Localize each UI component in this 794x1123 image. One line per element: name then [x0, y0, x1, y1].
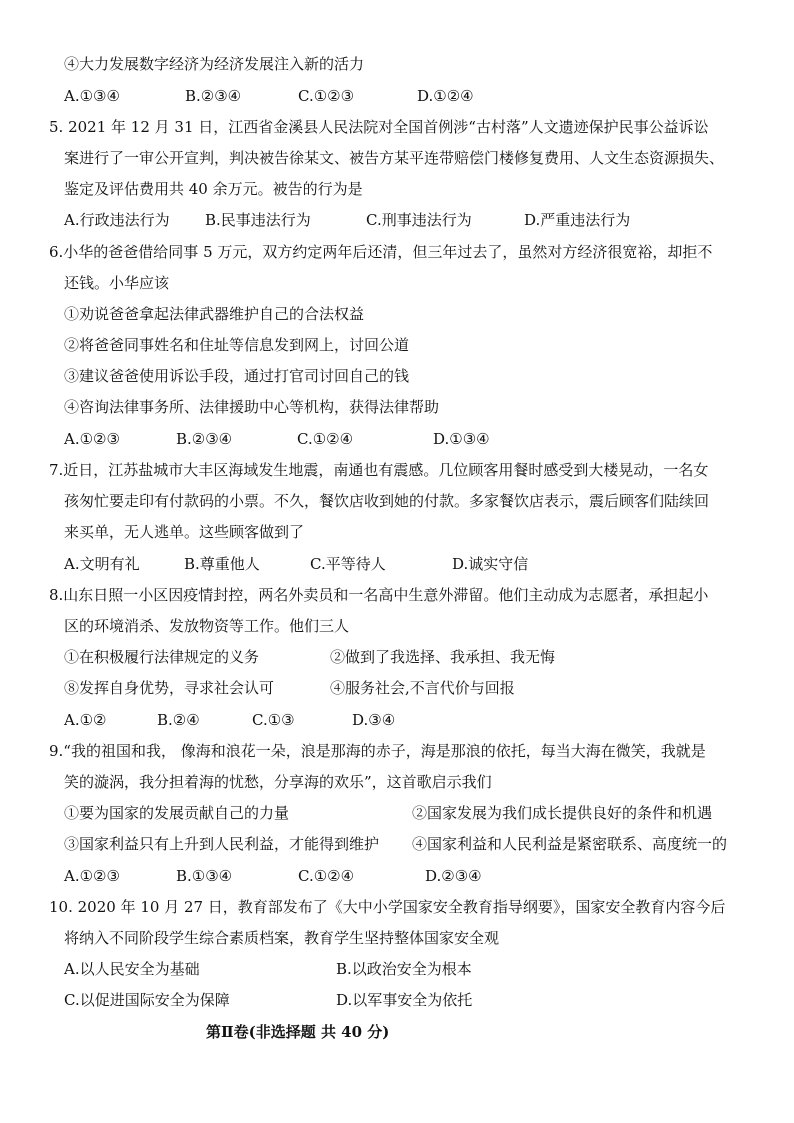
q9-option-b: B.①③④ [176, 867, 233, 885]
q5-stem-line-1: 5. 2021 年 12 月 31 日，江西省金溪县人民法院对全国首例涉“古村落”人文遗迹保护民事公益诉讼 [49, 118, 709, 136]
q7-stem-line-2: 孩匆忙要走印有付款码的小票。不久，餐饮店收到她的付款。多家餐饮店表示，震后顾客们陆续回 [64, 492, 710, 510]
q8-option-b: B.②④ [157, 711, 200, 729]
q6-item-2: ②将爸爸同事姓名和住址等信息发到网上，讨回公道 [64, 336, 410, 354]
q9-item-2: ②国家发展为我们成长提供良好的条件和机遇 [412, 804, 713, 822]
q7-stem-line-1: 7.近日，江苏盐城市大丰区海域发生地震，南通也有震感。几位顾客用餐时感受到大楼晃动，一名女 [49, 461, 709, 479]
q8-option-a: A.①② [64, 711, 107, 729]
q6-item-3: ③建议爸爸使用诉讼手段，通过打官司讨回自己的钱 [64, 367, 410, 385]
q9-option-c: C.①②④ [298, 867, 355, 885]
q10-option-c: C.以促进国际安全为保障 [64, 991, 230, 1009]
q4-option-c: C.①②③ [298, 87, 355, 105]
q4-option-a: A.①③④ [64, 87, 120, 105]
q6-item-4: ④咨询法律事务所、法律援助中心等机构，获得法律帮助 [64, 398, 440, 416]
q5-option-b: B.民事违法行为 [205, 211, 311, 229]
q7-option-d: D.诚实守信 [452, 555, 529, 573]
q5-option-c: C.刑事违法行为 [366, 211, 472, 229]
q8-items-row-2 [64, 678, 744, 698]
q5-stem-line-2: 案进行了一审公开宣判，判决被告徐某文、被告方某平连带赔偿门楼修复费用、人文生态资源损失、 [64, 149, 725, 167]
q4-option-d: D.①②④ [417, 87, 474, 105]
q9-item-1: ①要为国家的发展贡献自己的力量 [64, 804, 290, 822]
q8-stem-line-1: 8.山东日照一小区因疫情封控，两名外卖员和一名高中生意外滞留。他们主动成为志愿者，承担起小 [49, 586, 709, 604]
q6-stem-line-1: 6.小华的爸爸借给同事 5 万元，双方约定两年后还清，但三年过去了，虽然对方经济很宽裕，却拒不 [49, 243, 713, 261]
q6-option-c: C.①②④ [297, 430, 354, 448]
q10-options-row-1 [64, 959, 664, 979]
q7-option-c: C.平等待人 [310, 555, 386, 573]
q9-items-row-2 [64, 834, 754, 854]
q10-option-b: B.以政治安全为根本 [336, 960, 472, 978]
q6-item-1: ①劝说爸爸拿起法律武器维护自己的合法权益 [64, 305, 365, 323]
q10-stem-line-2: 将纳入不同阶段学生综合素质档案，教育学生坚持整体国家安全观 [64, 929, 500, 947]
q8-item-1: ①在积极履行法律规定的义务 [64, 648, 260, 666]
q9-stem-line-1: 9.“我的祖国和我， 像海和浪花一朵，浪是那海的赤子，海是那浪的依托，每当大海在微笑，我就是 [49, 742, 706, 760]
q10-stem-line-1: 10. 2020 年 10 月 27 日，教育部发布了《大中小学国家安全教育指导纲要》，国家安全教育内容今后 [49, 898, 726, 916]
q7-option-b: B.尊重他人 [184, 555, 260, 573]
q7-stem-line-3: 来买单，无人逃单。这些顾客做到了 [64, 523, 305, 541]
q9-item-4: ④国家利益和人民利益是紧密联系、高度统一的 [412, 835, 728, 853]
q5-option-a: A.行政违法行为 [64, 211, 170, 229]
q10-option-a: A.以人民安全为基础 [64, 960, 200, 978]
q9-item-3: ③国家利益只有上升到人民利益，才能得到维护 [64, 835, 380, 853]
q7-option-a: A.文明有礼 [64, 555, 140, 573]
q6-option-b: B.②③④ [176, 430, 233, 448]
q5-stem-line-3: 鉴定及评估费用共 40 余万元。被告的行为是 [64, 180, 363, 198]
q10-options-row-2 [64, 990, 664, 1010]
q9-option-a: A.①②③ [64, 867, 120, 885]
q8-item-2: ②做到了我选择、我承担、我无悔 [330, 648, 556, 666]
q6-stem-line-2: 还钱。小华应该 [64, 274, 170, 292]
q8-option-d: D.③④ [352, 711, 396, 729]
q4-item-4: ④大力发展数字经济为经济发展注入新的活力 [64, 55, 365, 73]
q8-item-3: ⑧发挥自身优势，寻求社会认可 [64, 679, 275, 697]
q8-items-row-1 [64, 647, 744, 667]
q6-option-a: A.①②③ [64, 430, 120, 448]
q9-option-d: D.②③④ [425, 867, 482, 885]
section-title: 第Ⅱ卷(非选择题 共 40 分) [206, 1023, 390, 1041]
q4-option-b: B.②③④ [185, 87, 242, 105]
q9-items-row-1 [64, 803, 754, 823]
q8-stem-line-2: 区的环境消杀、发放物资等工作。他们三人 [64, 617, 350, 635]
q8-option-c: C.①③ [252, 711, 295, 729]
q10-option-d: D.以军事安全为依托 [336, 991, 473, 1009]
q9-stem-line-2: 笑的漩涡，我分担着海的忧愁，分享海的欢乐”，这首歌启示我们 [64, 773, 492, 791]
q5-option-d: D.严重违法行为 [524, 211, 631, 229]
q8-item-4: ④服务社会,不言代价与回报 [330, 679, 515, 697]
q6-option-d: D.①③④ [433, 430, 490, 448]
